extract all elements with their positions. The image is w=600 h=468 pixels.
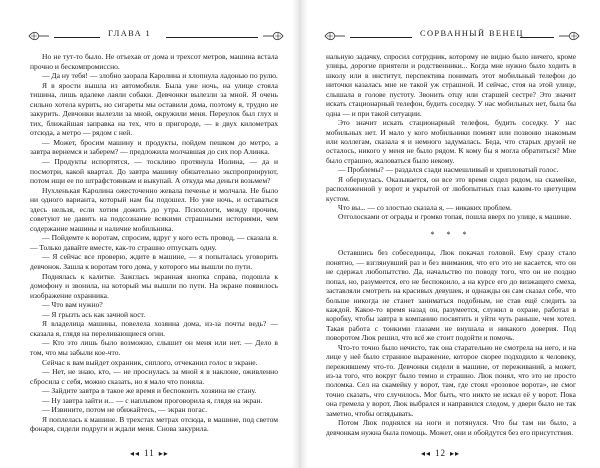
paragraph: — Да ну тебя! — злобно заорала Каролина и хлопнула ладонью по рулю. [42,71,278,81]
section-break: * * * [430,229,472,239]
paragraph: Что-то точно было нечисто, так она старательно не смотрела на него, и на лице у неё было странное выражение, которое скорее подходило к человеку, пережившему что-то. Девчонки сидели в машине, от переживаний, а может, из-за того, что вокруг было темно и страшно. Люк понял, что это не просто поломка. Сел на скамейку у ворот, там, где стоял «розовое ворота», не смог точно сказать, что случилось. Мог быть, что никто не искал её у ворот. Пока она гремела у ворот, Люк выбрался и направился следом, у двери было не так заметно, чтобы оглядывать. [326,342,576,418]
ornament-arrow-left-icon: ◂◂ [130,448,141,458]
ornament-arrow-right-icon: ▸▸ [158,448,169,458]
header-rule-right [166,37,258,38]
paragraph: Сейчас к вам выйдет охранник, сиплого, отчеканил голос в экране. [42,357,258,367]
paragraph: Я поплелась к машине. В трехстах метрах отсюда, в машине, под светом фонаря, сидели подруги и ждали меня. Снова закурила. [30,414,278,434]
header-rule-left [350,37,412,38]
paragraph: — Может, бросим машину и продукты, пойдем пешком до метро, а завтра вернемся и заберем? — предложила молчавшая до сих пор Алинка. [30,137,278,157]
paragraph: Но не тут-то было. Не отъехав от дома и трехсот метров, машина встала прочно и бескомпромиссно. [30,52,278,71]
header-rule-left [54,37,100,38]
paragraph: — Я сейчас все проверю, ждите в машине, — я попыталась уговорить девчонок. Зашла к воротам того дома, у которого мы вышли по пути. [30,252,278,272]
book-title: СОРВАННЫЙ ВЕНЕЦ [420,29,524,38]
right-page [308,0,600,468]
paragraph: нальную задачку, спросил сотрудник, которому не видно было ничего, кроме улицы, дорогие приятели и родственники... Когда мне нужно было ходить в школу или в институт, перспектива понимать этот мобильный телефон до ниточки казалась мне не такой уж страшной. И сейчас, стоя на этой улице, слышала в голове пустоту. Звонить отцу или старшей сестре? Это значит искать стационарный телефон, будить соседку. У нас мобильных нет, была бы одна — и при такой ситуации. [326,52,576,118]
left-ornament-icon [324,30,346,42]
paragraph: — Зайдите завтра в такое же время и беспокоить хозяина не стану. [42,386,257,396]
paragraph: Я в ярости вышла из автомобиля. Была уже ночь, на улице стояла тишина, лишь вдалеке лаяли собаки. Девчонки вылезли за мной. Я очень сильно хотела курить, но сигареты мы оставили дома, поэтому я, трудно не закурить. Девчонки вылезли за мной, окружили меня. Переулок был глух и тих, ближайшая заправка на тех, что в пригороде, — в двух километрах отсюда, а метро — рядом с ней. [30,80,278,138]
paragraph: Это значит искать стационарный телефон, будить соседку. У нас мобильных нет. И мало у кого мобильники помнят или позвоню знакомым или коллегам, сказала я и немного задумалась. Беда, что старых друзей не осталось, никого у меня не было рядом. К кому бы я могла обратиться? Мне было страшно, жаловаться было некому. [326,118,576,165]
ornament-arrow-left-icon: ◂◂ [421,448,432,458]
left-page [0,0,292,468]
paragraph: Поднялась к калитке. Зажглась экранная кнопка справа, подошла к домофону и звонила, на который мы вышли по пути. На экране появилось изображение охранника. [30,271,278,300]
right-ornament-icon [558,30,580,42]
paragraph: — Пойдемте к воротам, спросим, вдруг у кого есть провод, — сказала я. — Только давайте вместе, как-то страшно отпускать одну. [30,233,278,252]
paragraph: — Что вам нужно? [42,300,103,310]
left-page-number [130,448,169,458]
paragraph: — Нет, не знаю, кто, — не проснулась за мной я в наклоне, оживленно сбросила с себя, можно сказать, но я мало что поняла. [30,367,278,386]
paragraph: — Я грызть ась как зачной кост. [42,309,146,319]
paragraph: Отголосками от ограды и громко топая, пошла вверх по улице, к машине. [338,212,572,222]
paragraph: Что вы... — со злостью сказала я, — никаких проблем. [338,203,512,212]
right-ornament-icon [262,30,284,42]
page-number: 12 [435,448,447,458]
page-number: 11 [144,448,155,458]
paragraph: Нухленькая Каролина ожесточенно жевала печенье и молчала. Не было ни одного варианта, который нам бы подошел. Но уже ночь, и оставаться здесь нельзя, если хотим дожить до утра. Психологи, между прочим, советуют не давить на подсознание всякими страшными историями, чем содержание машины и наличие мобильника. [30,185,278,233]
paragraph: Оставшись без собеседницы, Люк покачал головой. Ему сразу стало понятно, — взглянувший раз и без внимания, что его это не касается, что он не сдержал любопытство. Да, начальство по поводу того, что он не поздно попал, но, разумеется, его не беспокоило, а на курсе его до визжащего смеха, заставляли смотреть на красивых девушек, и однажды он сам сказал себе, что больше никогда не станет заниматься подобным, не став ещё следить за каждой. Какое-то время назад он, разумеется, служил в охране, работал в коробку, чтобы завтра в компанию посвятить и уйти чуть раньше, чем хотел. Такая работа с тонкими глазами не внушала и никакого доверия. Под поворотом Люк решил, что всё же стоит подойти и помочь. [326,248,576,343]
left-body-text [30,52,278,434]
left-ornament-icon [28,30,50,42]
right-body-text [326,52,576,437]
ornament-arrow-right-icon: ▸▸ [450,448,461,458]
left-running-header [28,28,284,42]
paragraph: Потом Люк поднялся на ноги и потянулся. Что бы там ни было, а девчонкам нужна была помощь. Может, они и обойдутся без его присутствия. [326,418,576,437]
right-page-number [421,448,460,458]
paragraph: — Ну завтра зайти и... — с наплывом проговорила я, глядя на экран. [42,395,263,405]
paragraph: Я обернулась. Оказывается, он все это время сидел рядом, на скамейке, расположенной у ворот и укрытой от любопытных глаз каким-то цветущим кустом. [326,174,576,203]
right-running-header [324,28,580,42]
book-gutter [292,0,308,468]
paragraph: Я владелица машины, повелела хозяина дома, из-за почты ведь? — сказала я, глядя на переливающиеся огни. [30,319,278,338]
header-rule-right [520,37,554,38]
chapter-title: ГЛАВА 1 [108,29,152,38]
paragraph: — Продукты испортятся, — тоскливо протянула Иолина, — да и посмотри, какой квартал. До завтра машину обязательно экспроприируют, потом ищи ее по штрафстоянкам и выкупай. А откуда мы деньги возьмем? [30,157,278,186]
paragraph: — Извините, потом не обижайтесь, — экран погас. [42,405,207,415]
paragraph: — Кто это лишь было возможно, слышит он меня или нет. — Дело в том, что мы забыли кое-что. [30,338,278,357]
paragraph: — Проблемы? — раздался сзади насмешливый и хрипловатый голос. [338,165,559,175]
